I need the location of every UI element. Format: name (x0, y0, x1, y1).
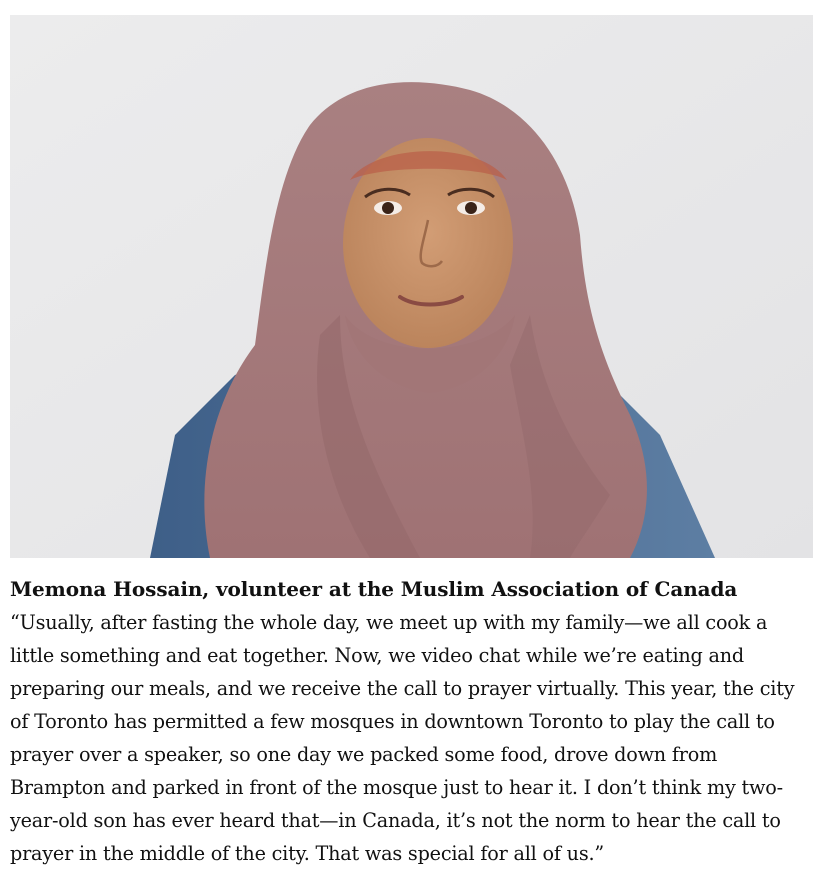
quote-line: year-old son has ever heard that—in Canada, it’s not the norm to hear the call to (10, 809, 781, 832)
quote (10, 606, 816, 870)
caption-title: Memona Hossain, volunteer at the Muslim Association of Canada (10, 577, 738, 601)
portrait-photo (10, 15, 813, 558)
quote-line: little something and eat together. Now, we video chat while we’re eating and (10, 644, 744, 667)
quote-line: of Toronto has permitted a few mosques in downtown Toronto to play the call to (10, 710, 775, 733)
quote-line: preparing our meals, and we receive the call to prayer virtually. This year, the city (10, 677, 795, 700)
right-pupil (465, 202, 477, 214)
portrait-illustration (10, 15, 813, 558)
left-pupil (382, 202, 394, 214)
caption-block (10, 573, 816, 870)
quote-line: prayer in the middle of the city. That was special for all of us.” (10, 842, 604, 865)
quote-line: Brampton and parked in front of the mosque just to hear it. I don’t think my two- (10, 776, 783, 799)
quote-line: prayer over a speaker, so one day we packed some food, drove down from (10, 743, 718, 766)
quote-line: “Usually, after fasting the whole day, we meet up with my family—we all cook a (10, 611, 768, 634)
